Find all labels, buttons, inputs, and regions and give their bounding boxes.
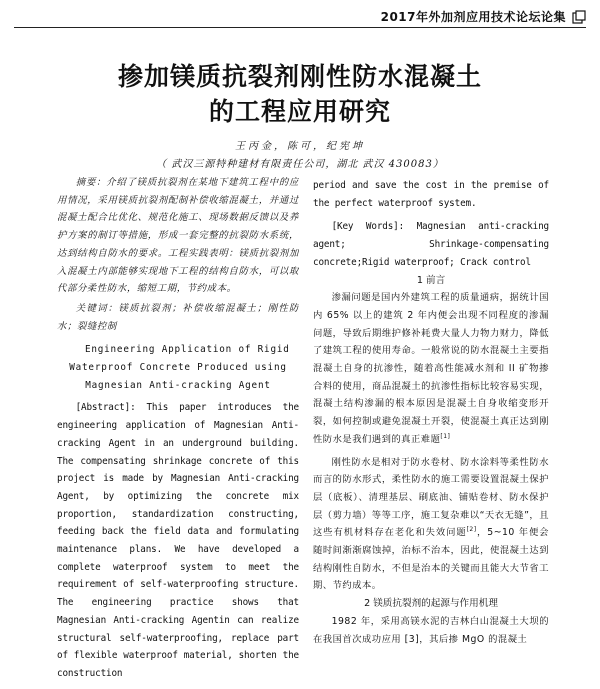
reference-2: [2] xyxy=(466,526,477,534)
paper-title-line-2: 的工程应用研究 xyxy=(208,97,391,126)
section-2-heading: 2 镁质抗裂剂的起源与作用机理 xyxy=(364,598,498,610)
keywords-cn-text: 镁质抗裂剂；补偿收缩混凝土；刚性防水；裂缝控制 xyxy=(57,302,299,332)
header-rule xyxy=(14,27,586,28)
abstract-en-label: [Abstract]: xyxy=(75,402,136,414)
keywords-cn-label: 关键词： xyxy=(75,302,119,314)
keywords-en xyxy=(313,218,549,271)
section-1-para-2-text-a: 刚性防水是相对于防水卷材、防水涂料等柔性防水而言的防水形式，柔性防水的施工需要设置混凝土保护层（底板）、清理基层、刷底油、铺贴卷材、防水保护层（剪力墙）等等工序，施工复杂难以“天衣无缝”，且这些有机材料存在老化和失效问题 xyxy=(313,456,549,539)
affiliation: （ 武汉三源特种建材有限责任公司，湖北 武汉 430083） xyxy=(156,159,444,170)
section-1-paragraph-1 xyxy=(313,289,549,448)
keywords-en-text: Magnesian anti-cracking agent; Shrinkage-compensating concrete;Rigid waterproof; Crack control xyxy=(313,221,549,268)
abstract-cn xyxy=(57,174,299,298)
section-1-paragraph-2 xyxy=(313,454,549,596)
keywords-cn xyxy=(57,300,299,335)
section-1-para-1-text: 渗漏问题是国内外建筑工程的质量通病，据统计国内 65% 以上的建筑 2 年内便会出现不同程度的渗漏问题，导致后期维护修补耗费大量人力物力财力，降低了建筑工程的使用寿命。一般常说的防水混凝土主要指混凝土自身的抗渗性，随着高性能减水剂和 II 矿物掺合料的使用，商品混凝土的抗渗性指标比较容易实现，混凝土结构渗漏的根本原因是混凝土自身收缩变形开裂，如何控制或避免混凝土开裂，使混凝土真正达到刚性防水是我们遇到的真正难题 xyxy=(313,292,549,445)
english-title: Engineering Application of Rigid Waterproof Concrete Produced using Magnesian Anti-cracking Agent xyxy=(69,344,290,391)
abstract-en xyxy=(57,399,299,682)
book-icon xyxy=(572,10,586,24)
abstract-en-continuation: period and save the cost in the premise of the perfect waterproof system. xyxy=(313,180,549,209)
left-column xyxy=(57,174,299,689)
section-2-paragraph-1: 1982 年，采用高镁水泥的吉林白山混凝土大坝的在我国首次成功应用 [3]，其后掺 MgO 的混凝土 xyxy=(313,615,549,645)
abstract-cn-label: 摘要： xyxy=(75,177,107,188)
section-1-para-2-text-b: ，5~10 年便会随时间渐渐腐蚀掉，治标不治本，因此，使混凝土达到结构刚性自防水，不但是治本的关键而且能大大节省工期、节约成本。 xyxy=(313,527,549,592)
reference-1: [1] xyxy=(440,432,451,440)
section-1-heading: 1 前言 xyxy=(416,274,446,286)
running-header xyxy=(381,8,586,25)
abstract-en-text: This paper introduces the engineering application of Magnesian Anti-cracking Agent in an underground building. The compensating shrinkage concrete of this project is made by Magnesian Anti-cracking Agent, by optimizing the concrete mix proportion, standardization constructing, feeding back the field data and formulating maintenance plans. We have developed a complete waterproof system to meet the requirement of self-waterproofing structure. The engineering practice shows that Magnesian Anti-cracking Agentin can realize structural self-waterproofing, replace part of flexible waterproof material, shorten the construction xyxy=(57,402,299,679)
abstract-cn-text: 介绍了镁质抗裂剂在某地下建筑工程中的应用情况，采用镁质抗裂剂配制补偿收缩混凝土，并通过混凝土配合比优化、规范化施工、现场数据反馈以及养护方案的制订等措施，形成一套完整的抗裂防水系统，达到结构自防水的要求。工程实践表明：镁质抗裂剂加入混凝土内部能够实现地下工程的结构自防水，可以取代部分柔性防水，缩短工期，节约成本。 xyxy=(57,177,299,295)
keywords-en-label: [Key Words]: xyxy=(331,221,405,233)
authors: 王丙金，陈可，纪宪坤 xyxy=(235,141,365,152)
right-column xyxy=(313,174,549,689)
running-title: 2017年外加剂应用技术论坛论集 xyxy=(380,10,566,24)
paper-title-line-1: 掺加镁质抗裂剂刚性防水混凝土 xyxy=(117,62,482,91)
